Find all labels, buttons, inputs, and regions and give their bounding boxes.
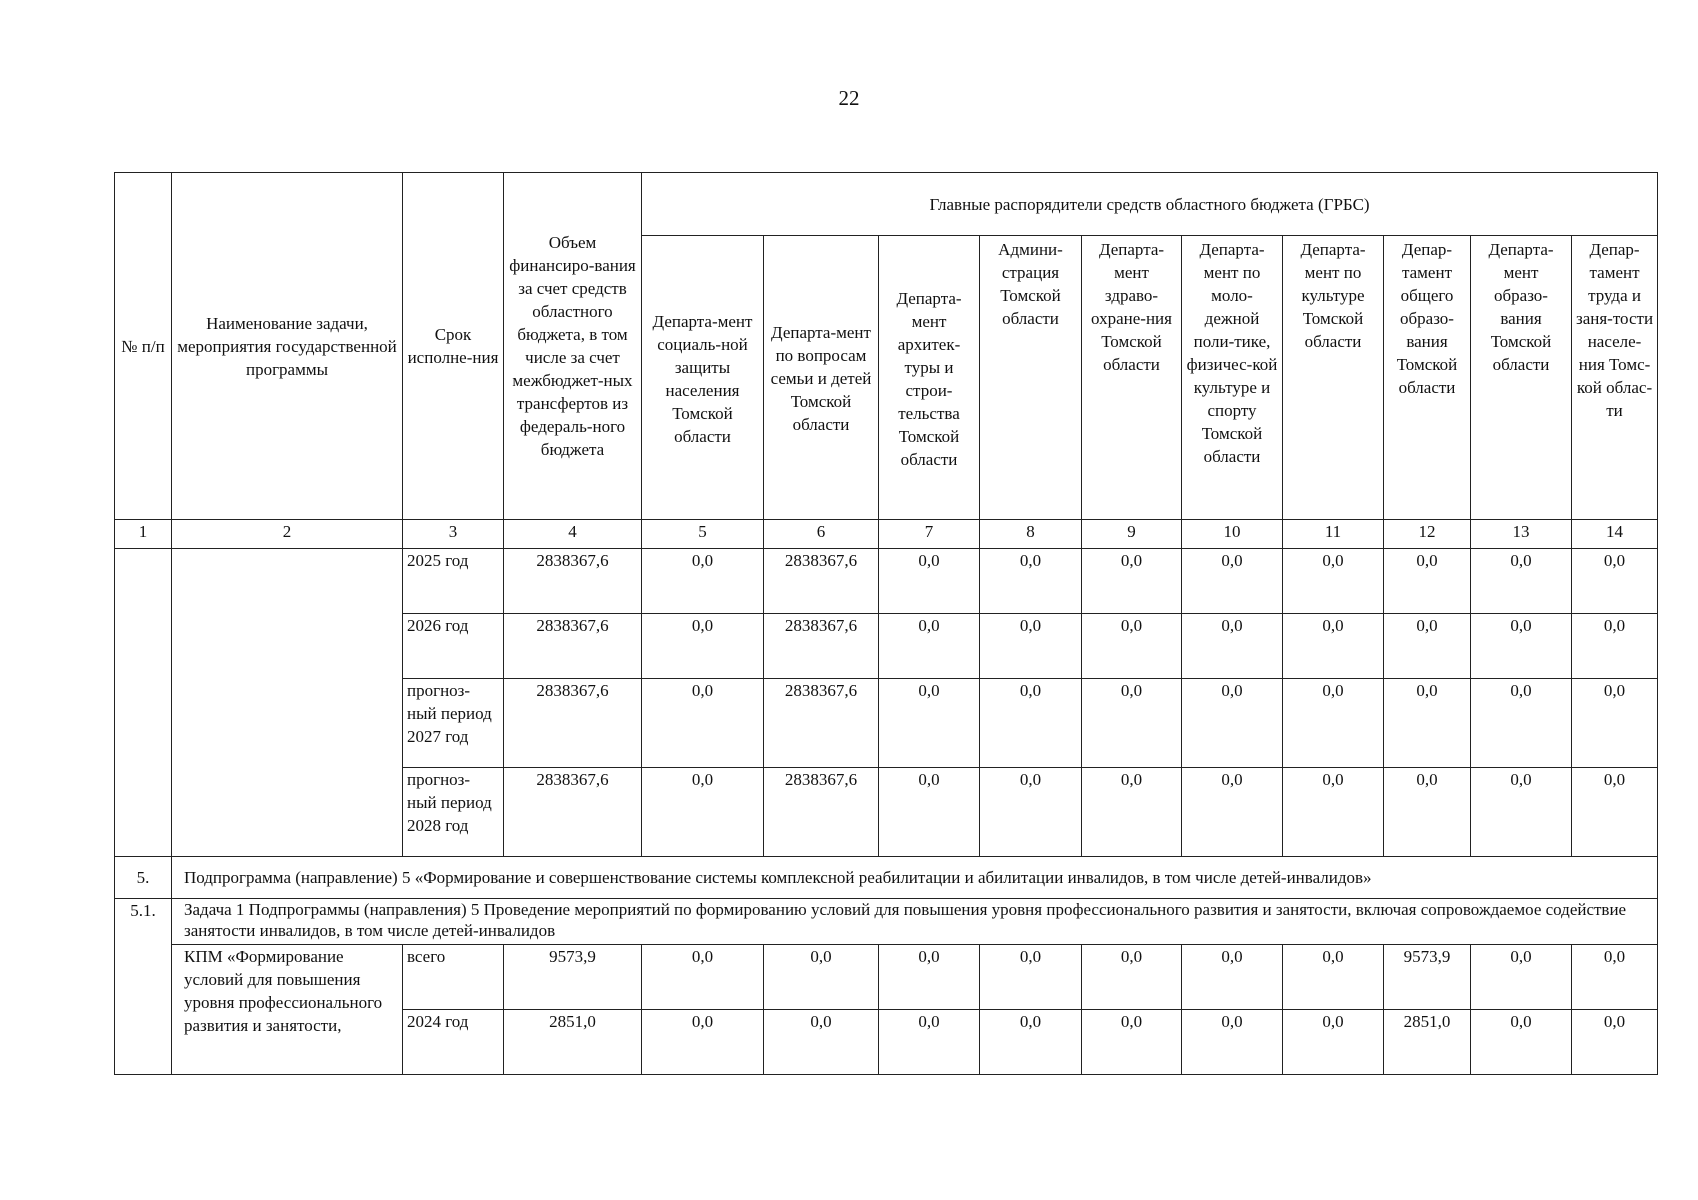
value-cell: 2851,0 [1384, 1010, 1471, 1075]
value-cell: 0,0 [980, 614, 1082, 679]
column-number: 12 [1384, 520, 1471, 549]
budget-table [114, 172, 1658, 1075]
header-dept-family: Департа-мент по вопросам семьи и детей Томской области [764, 236, 879, 520]
value-cell: 0,0 [1283, 1010, 1384, 1075]
value-cell: 0,0 [1082, 679, 1182, 768]
value-cell: 0,0 [879, 1010, 980, 1075]
column-number: 7 [879, 520, 980, 549]
value-cell: 0,0 [980, 945, 1082, 1010]
value-cell: 9573,9 [1384, 945, 1471, 1010]
value-cell: 2838367,6 [764, 679, 879, 768]
column-number: 14 [1572, 520, 1658, 549]
column-number: 11 [1283, 520, 1384, 549]
value-cell: 0,0 [1572, 614, 1658, 679]
period-cell: 2024 год [403, 1010, 504, 1075]
value-cell: 0,0 [642, 679, 764, 768]
value-cell: 0,0 [1471, 1010, 1572, 1075]
value-cell: 0,0 [1471, 768, 1572, 857]
kpm-name: КПМ «Формирование условий для повышения уровня профессионального развития и занятости, [172, 945, 403, 1075]
value-cell: 0,0 [1384, 614, 1471, 679]
table-row [115, 945, 1658, 1010]
value-cell: 0,0 [1572, 549, 1658, 614]
value-cell: 0,0 [1471, 679, 1572, 768]
column-number: 10 [1182, 520, 1283, 549]
header-dept-health: Департа-мент здраво-охране-ния Томской области [1082, 236, 1182, 520]
value-cell: 2838367,6 [764, 614, 879, 679]
value-cell: 0,0 [879, 614, 980, 679]
row-num-empty [115, 549, 172, 857]
subprogram-title: Подпрограмма (направление) 5 «Формирование и совершенствование системы комплексной реабилитации и абилитации инвалидов, в том числе детей-инвалидов» [172, 857, 1658, 899]
value-cell: 0,0 [1283, 768, 1384, 857]
subprogram-row [115, 857, 1658, 899]
value-cell: 2838367,6 [764, 768, 879, 857]
column-number: 8 [980, 520, 1082, 549]
value-cell: 0,0 [980, 549, 1082, 614]
header-term: Срок исполне-ния [403, 173, 504, 520]
column-number: 5 [642, 520, 764, 549]
value-cell: 0,0 [764, 1010, 879, 1075]
value-cell: 0,0 [1283, 945, 1384, 1010]
value-cell: 0,0 [1182, 679, 1283, 768]
column-number: 4 [504, 520, 642, 549]
header-administration: Админи-страция Томской области [980, 236, 1082, 520]
value-cell: 0,0 [1572, 945, 1658, 1010]
header-funding-volume: Объем финансиро-вания за счет средств областного бюджета, в том числе за счет межбюджет-ных трансфертов из федераль-ного бюджета [504, 173, 642, 520]
value-cell: 0,0 [1082, 945, 1182, 1010]
value-cell: 0,0 [642, 549, 764, 614]
value-cell: 0,0 [1572, 768, 1658, 857]
value-cell: 0,0 [980, 768, 1082, 857]
value-cell: 0,0 [1471, 614, 1572, 679]
period-cell: прогноз-ный период 2027 год [403, 679, 504, 768]
value-cell: 0,0 [1082, 768, 1182, 857]
value-cell: 9573,9 [504, 945, 642, 1010]
period-cell: прогноз-ный период 2028 год [403, 768, 504, 857]
table-row [115, 549, 1658, 614]
value-cell: 0,0 [879, 679, 980, 768]
column-number: 9 [1082, 520, 1182, 549]
value-cell: 0,0 [980, 1010, 1082, 1075]
column-number: 1 [115, 520, 172, 549]
subprogram-number: 5. [115, 857, 172, 899]
header-dept-architecture: Департа-мент архитек-туры и строи-тельства Томской области [879, 236, 980, 520]
value-cell: 0,0 [1572, 1010, 1658, 1075]
value-cell: 0,0 [1471, 549, 1572, 614]
value-cell: 0,0 [1384, 768, 1471, 857]
task-number: 5.1. [115, 899, 172, 1075]
value-cell: 0,0 [980, 679, 1082, 768]
column-number: 6 [764, 520, 879, 549]
task-row [115, 899, 1658, 945]
value-cell: 0,0 [1182, 768, 1283, 857]
value-cell: 0,0 [1283, 679, 1384, 768]
row-name-empty [172, 549, 403, 857]
header-grbs: Главные распорядители средств областного бюджета (ГРБС) [642, 173, 1658, 236]
column-number: 13 [1471, 520, 1572, 549]
period-cell: всего [403, 945, 504, 1010]
value-cell: 0,0 [1182, 945, 1283, 1010]
value-cell: 0,0 [1384, 679, 1471, 768]
value-cell: 2851,0 [504, 1010, 642, 1075]
column-numbers-row [115, 520, 1658, 549]
value-cell: 0,0 [879, 945, 980, 1010]
value-cell: 2838367,6 [504, 614, 642, 679]
header-dept-social: Департа-мент социаль-ной защиты населения Томской области [642, 236, 764, 520]
value-cell: 2838367,6 [504, 768, 642, 857]
value-cell: 2838367,6 [764, 549, 879, 614]
header-dept-labor: Депар-тамент труда и заня-тости населе-ния Томс-кой облас-ти [1572, 236, 1658, 520]
period-cell: 2025 год [403, 549, 504, 614]
header-dept-education: Департа-мент образо-вания Томской области [1471, 236, 1572, 520]
value-cell: 0,0 [1471, 945, 1572, 1010]
value-cell: 0,0 [1182, 549, 1283, 614]
value-cell: 0,0 [1384, 549, 1471, 614]
header-dept-general-education: Депар-тамент общего образо-вания Томской области [1384, 236, 1471, 520]
value-cell: 0,0 [1182, 1010, 1283, 1075]
value-cell: 2838367,6 [504, 679, 642, 768]
header-row-top [115, 173, 1658, 236]
column-number: 3 [403, 520, 504, 549]
value-cell: 0,0 [1082, 614, 1182, 679]
header-dept-youth-sport: Департа-мент по моло-дежной поли-тике, физичес-кой культуре и спорту Томской области [1182, 236, 1283, 520]
value-cell: 0,0 [642, 945, 764, 1010]
page-number: 22 [838, 86, 860, 110]
value-cell: 0,0 [1283, 549, 1384, 614]
value-cell: 0,0 [879, 549, 980, 614]
value-cell: 0,0 [1283, 614, 1384, 679]
task-title: Задача 1 Подпрограммы (направления) 5 Проведение мероприятий по формированию условий для повышения уровня профессионального развития и занятости, включая сопровождаемое содействие занятости инвалидов, в том числе детей-инвалидов [172, 899, 1658, 945]
value-cell: 0,0 [879, 768, 980, 857]
value-cell: 0,0 [642, 1010, 764, 1075]
value-cell: 0,0 [642, 768, 764, 857]
column-number: 2 [172, 520, 403, 549]
header-task-name: Наименование задачи, мероприятия государственной программы [172, 173, 403, 520]
value-cell: 0,0 [1082, 549, 1182, 614]
value-cell: 0,0 [1572, 679, 1658, 768]
period-cell: 2026 год [403, 614, 504, 679]
header-dept-culture: Департа-мент по культуре Томской области [1283, 236, 1384, 520]
value-cell: 2838367,6 [504, 549, 642, 614]
value-cell: 0,0 [1182, 614, 1283, 679]
value-cell: 0,0 [642, 614, 764, 679]
value-cell: 0,0 [1082, 1010, 1182, 1075]
value-cell: 0,0 [764, 945, 879, 1010]
header-num: № п/п [115, 173, 172, 520]
